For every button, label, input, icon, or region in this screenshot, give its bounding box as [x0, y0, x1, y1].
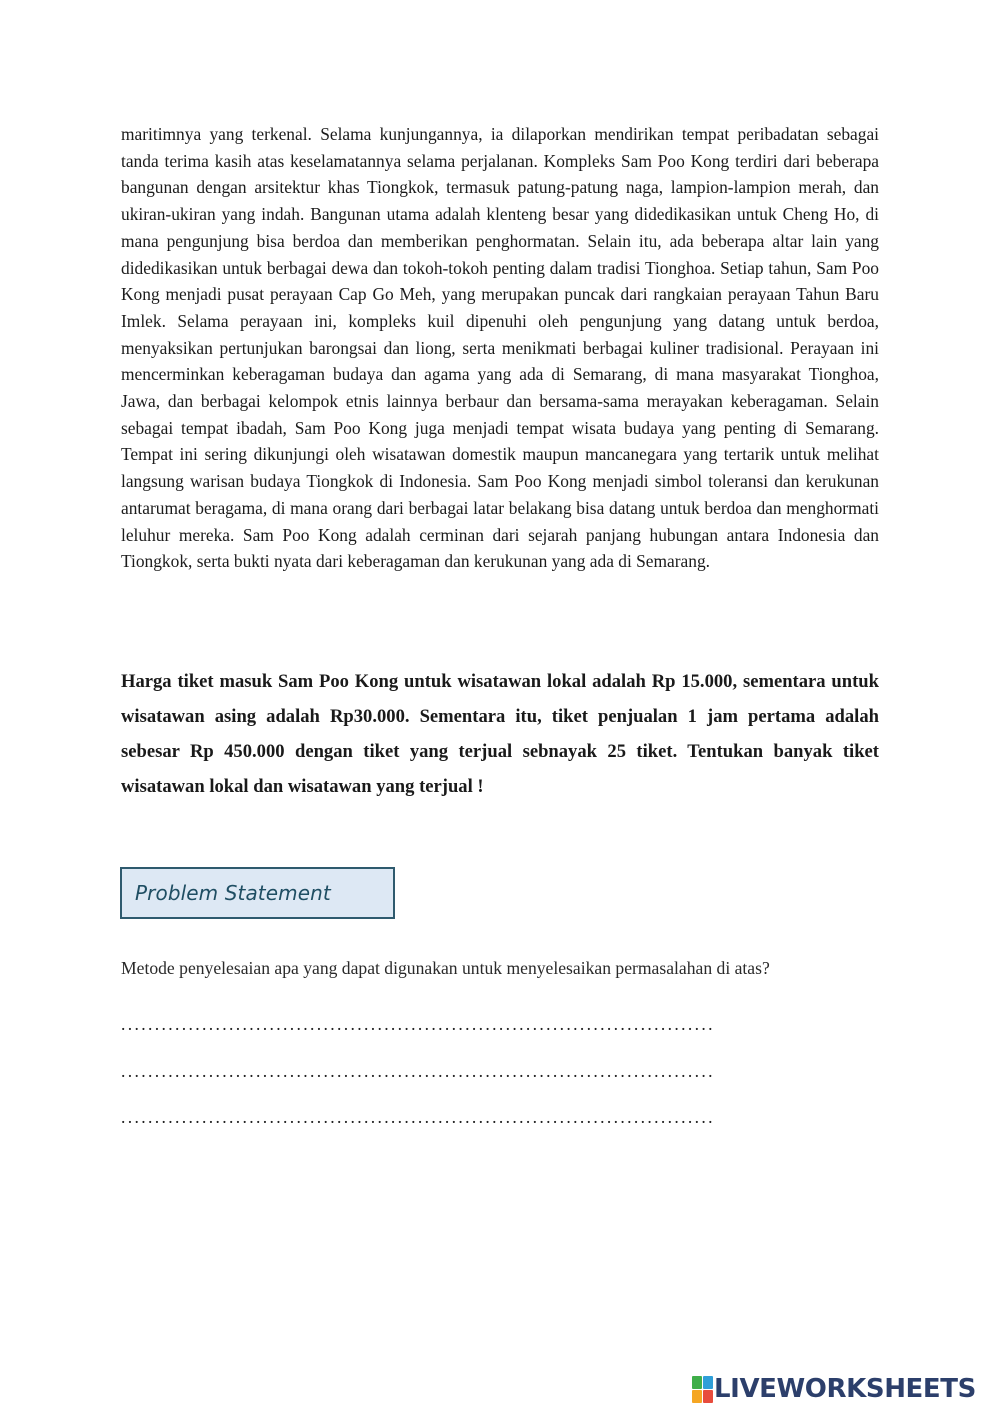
- liveworksheets-logo-icon: [692, 1376, 712, 1402]
- liveworksheets-brand: [692, 1374, 976, 1404]
- answer-line-3[interactable]: ........................................................................................: [121, 1107, 715, 1127]
- answer-line-2[interactable]: ........................................................................................: [121, 1061, 715, 1081]
- method-prompt: Metode penyelesaian apa yang dapat digunakan untuk menyelesaikan permasalahan di atas?: [121, 958, 770, 978]
- problem-statement-label: Problem Statement: [135, 881, 331, 905]
- problem-question: Harga tiket masuk Sam Poo Kong untuk wisatawan lokal adalah Rp 15.000, sementara untuk wisatawan asing adalah Rp30.000. Sementara itu, tiket penjualan 1 jam pertama adalah sebesar Rp 450.000 dengan tiket yang terjual sebnayak 25 tiket. Tentukan banyak tiket wisatawan lokal dan wisatawan yang terjual !: [121, 671, 879, 797]
- problem-statement-label-box: [120, 867, 395, 919]
- answer-line-1[interactable]: ........................................................................................: [121, 1014, 715, 1034]
- brand-name: LIVEWORKSHEETS: [714, 1374, 976, 1404]
- reading-paragraph: maritimnya yang terkenal. Selama kunjungannya, ia dilaporkan mendirikan tempat peribadatan sebagai tanda terima kasih atas keselamatannya selama perjalanan. Kompleks Sam Poo Kong terdiri dari beberapa bangunan dengan arsitektur khas Tiongkok, termasuk patung-patung naga, lampion-lampion merah, dan ukiran-ukiran yang indah. Bangunan utama adalah klenteng besar yang didedikasikan untuk Cheng Ho, di mana pengunjung bisa berdoa dan memberikan penghormatan. Selain itu, ada beberapa altar lain yang didedikasikan untuk berbagai dewa dan tokoh-tokoh penting dalam tradisi Tionghoa. Setiap tahun, Sam Poo Kong menjadi pusat perayaan Cap Go Meh, yang merupakan puncak dari rangkaian perayaan Tahun Baru Imlek. Selama perayaan ini, kompleks kuil dipenuhi oleh pengunjung yang datang untuk berdoa, menyaksikan pertunjukan barongsai dan liong, serta menikmati berbagai kuliner tradisional. Perayaan ini mencerminkan keberagaman budaya dan agama yang ada di Semarang, di mana masyarakat Tionghoa, Jawa, dan berbagai kelompok etnis lainnya berbaur dan bersama-sama merayakan keberagaman. Selain sebagai tempat ibadah, Sam Poo Kong juga menjadi tempat wisata budaya yang penting di Semarang. Tempat ini sering dikunjungi oleh wisatawan domestik maupun mancanegara yang tertarik untuk melihat langsung warisan budaya Tiongkok di Indonesia. Sam Poo Kong menjadi simbol toleransi dan kerukunan antarumat beragama, di mana orang dari berbagai latar belakang bisa datang untuk berdoa dan menghormati leluhur mereka. Sam Poo Kong adalah cerminan dari sejarah panjang hubungan antara Indonesia dan Tiongkok, serta bukti nyata dari keberagaman dan kerukunan yang ada di Semarang.: [121, 124, 879, 572]
